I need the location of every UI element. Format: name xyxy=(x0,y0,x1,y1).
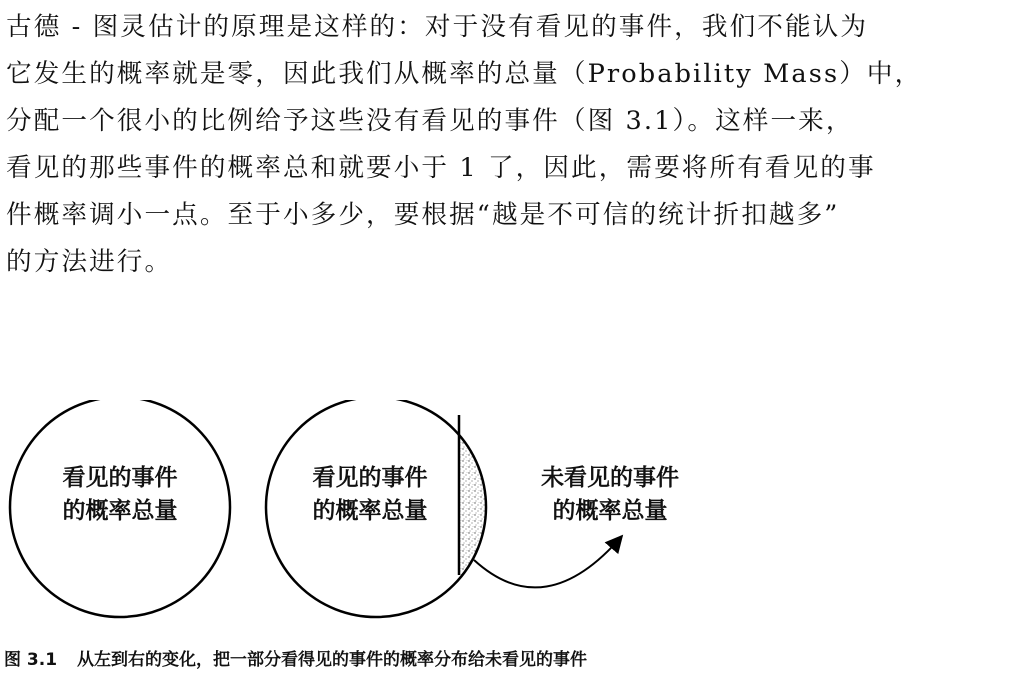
redistribution-arrow xyxy=(474,536,622,587)
paragraph-line: 分配一个很小的比例给予这些没有看见的事件（图 3.1）。这样一来， xyxy=(6,106,854,136)
paragraph-line: 的方法进行。 xyxy=(6,247,173,277)
unseen-label-line1: 未看见的事件 xyxy=(541,465,679,491)
right-circle-label-line2: 的概率总量 xyxy=(312,498,428,524)
figure-3-1 xyxy=(0,400,1024,640)
unseen-label-line2: 的概率总量 xyxy=(552,498,668,524)
figure-caption xyxy=(4,648,1014,672)
right-circle-label xyxy=(290,462,450,528)
right-circle-label-line1: 看见的事件 xyxy=(312,465,428,491)
body-paragraph xyxy=(6,4,1018,286)
left-circle-label-line1: 看见的事件 xyxy=(62,465,178,491)
caption-text: 从左到右的变化，把一部分看得见的事件的概率分布给未看见的事件 xyxy=(77,650,588,670)
paragraph-line: 古德 - 图灵估计的原理是这样的：对于没有看见的事件，我们不能认为 xyxy=(6,12,869,42)
left-circle-label xyxy=(40,462,200,528)
unseen-probability-segment xyxy=(459,400,499,625)
unseen-events-label xyxy=(520,462,700,528)
paragraph-line: 它发生的概率就是零，因此我们从概率的总量（Probability Mass）中， xyxy=(6,59,923,89)
figure-number: 图 3.1 xyxy=(4,650,58,670)
left-circle-label-line2: 的概率总量 xyxy=(62,498,178,524)
paragraph-line: 看见的那些事件的概率总和就要小于 1 了，因此，需要将所有看见的事 xyxy=(6,153,876,183)
paragraph-line: 件概率调小一点。至于小多少，要根据“越是不可信的统计折扣越多” xyxy=(6,200,840,230)
